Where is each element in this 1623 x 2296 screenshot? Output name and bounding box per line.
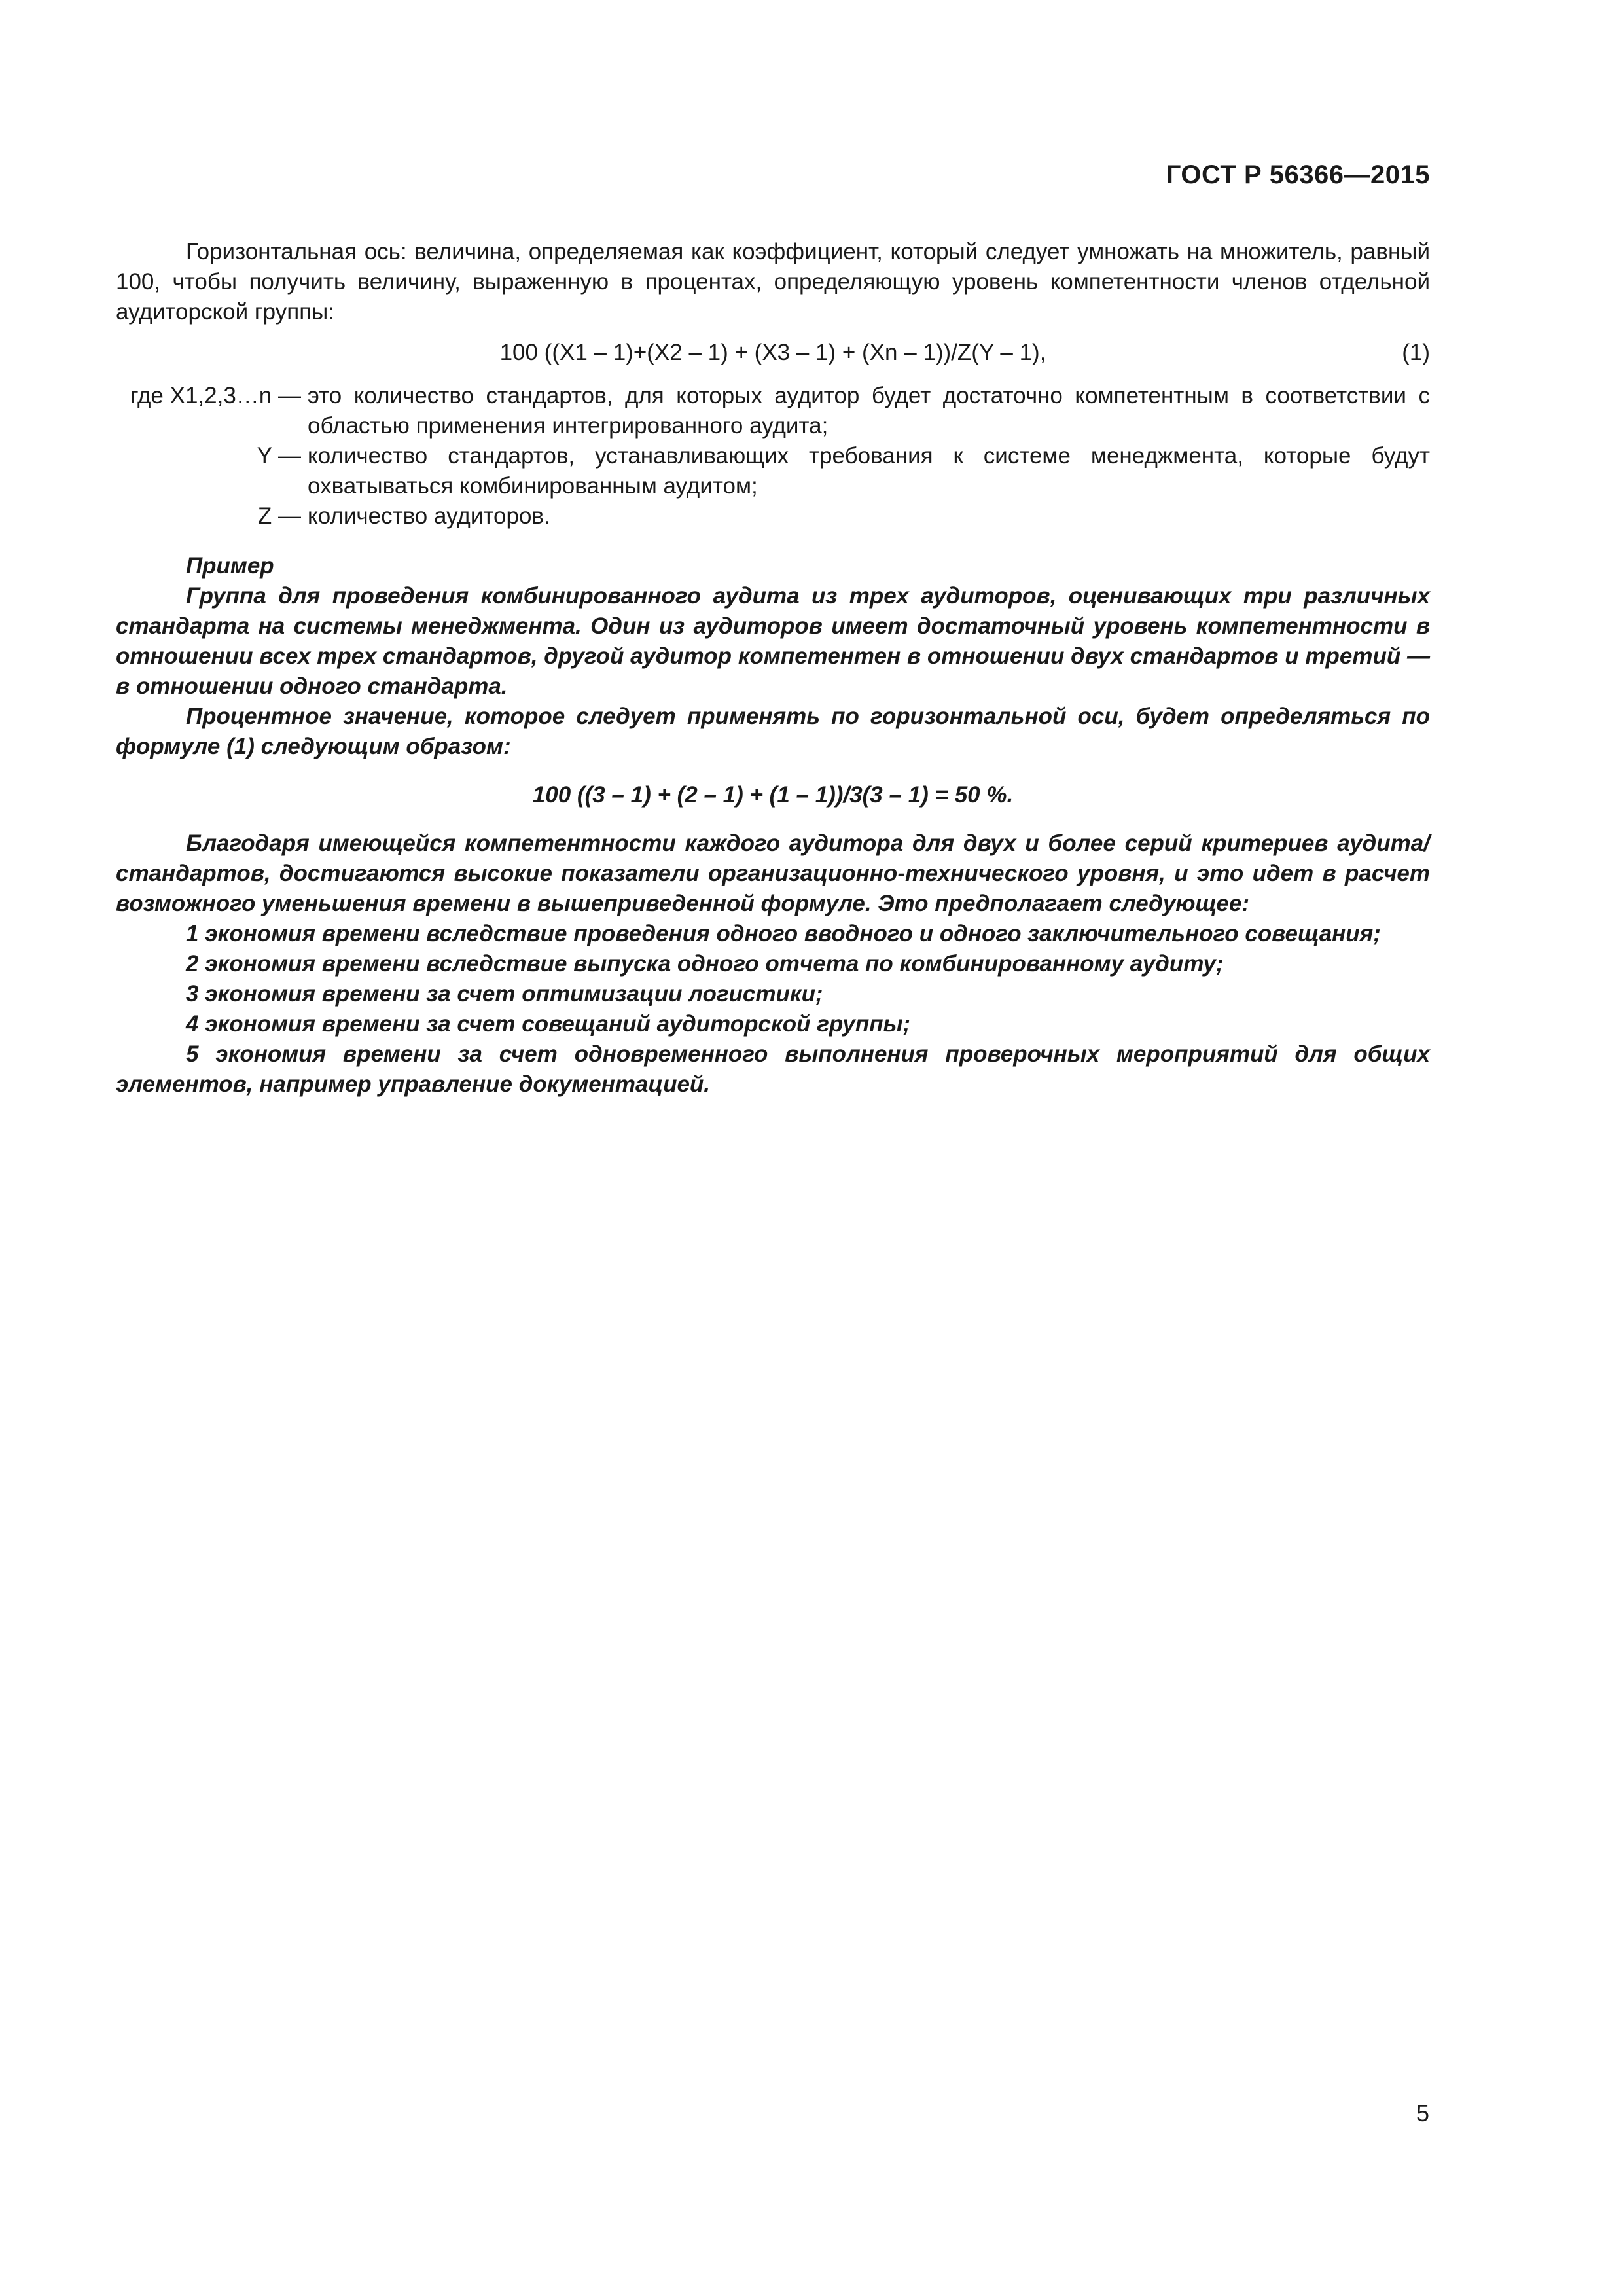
list-item: 1 экономия времени вследствие проведения одного вводного и одного заключительного совещания; [186, 921, 1381, 946]
example-paragraph: Процентное значение, которое следует применять по горизонтальной оси, будет определяться по формуле (1) следующим образом: [116, 704, 1430, 759]
example-paragraph: Благодаря имеющейся компетентности каждого аудитора для двух и более серий критериев аудита/стандартов, достигаются высокие показатели организационно-технического уровня, и это идет в расчет возможного уменьшения времени в вышеприведенной формуле. Это предполагает следующее: [116, 831, 1430, 916]
definition-item [116, 381, 1430, 441]
definition-text: количество аудиторов. [308, 503, 550, 529]
definition-text: количество стандартов, устанавливающих требования к системе менеджмента, которые будут охватываться комбинированным аудитом; [308, 443, 1430, 499]
page-body [116, 237, 1430, 1100]
formula [116, 338, 1430, 368]
definition-item [116, 441, 1430, 501]
formula-expression: 100 ((X1 – 1)+(X2 – 1) + (X3 – 1) + (Xn – 1))/Z(Y – 1), [499, 340, 1046, 365]
definition-item [116, 501, 1430, 531]
list-item: 4 экономия времени за счет совещаний аудиторской группы; [186, 1011, 911, 1037]
list-item: 3 экономия времени за счет оптимизации логистики; [186, 981, 823, 1007]
example-paragraph: Группа для проведения комбинированного аудита из трех аудиторов, оценивающих три различных стандарта на системы менеджмента. Один из аудиторов имеет достаточный уровень компетентности в отношении всех трех стандартов, другой аудитор компетентен в отношении двух стандартов и третий — в отношении одного стандарта. [116, 583, 1430, 699]
definitions-list [116, 381, 1430, 531]
list-item: 5 экономия времени за счет одновременного выполнения проверочных мероприятий для общих элементов, например управление документацией. [116, 1041, 1430, 1097]
page-number: 5 [1416, 2100, 1429, 2126]
list-item: 2 экономия времени вследствие выпуска одного отчета по комбинированному аудиту; [186, 951, 1224, 977]
example-heading: Пример [186, 553, 274, 579]
definition-term: Z — [257, 503, 301, 529]
intro-paragraph: Горизонтальная ось: величина, определяемая как коэффициент, который следует умножать на множитель, равный 100, чтобы получить величину, выраженную в процентах, определяющую уровень компетентности членов отдельной аудиторской группы: [116, 239, 1430, 325]
example-calculation: 100 ((3 – 1) + (2 – 1) + (1 – 1))/3(3 – 1) = 50 %. [532, 782, 1014, 808]
definition-text: это количество стандартов, для которых аудитор будет достаточно компетентным в соответствии с областью применения интегрированного аудита; [308, 383, 1430, 439]
formula-number: (1) [1402, 340, 1430, 365]
definition-term: Y — [257, 443, 301, 469]
document-code: ГОСТ Р 56366—2015 [1166, 160, 1430, 189]
definition-term: где X1,2,3…n — [130, 383, 301, 408]
